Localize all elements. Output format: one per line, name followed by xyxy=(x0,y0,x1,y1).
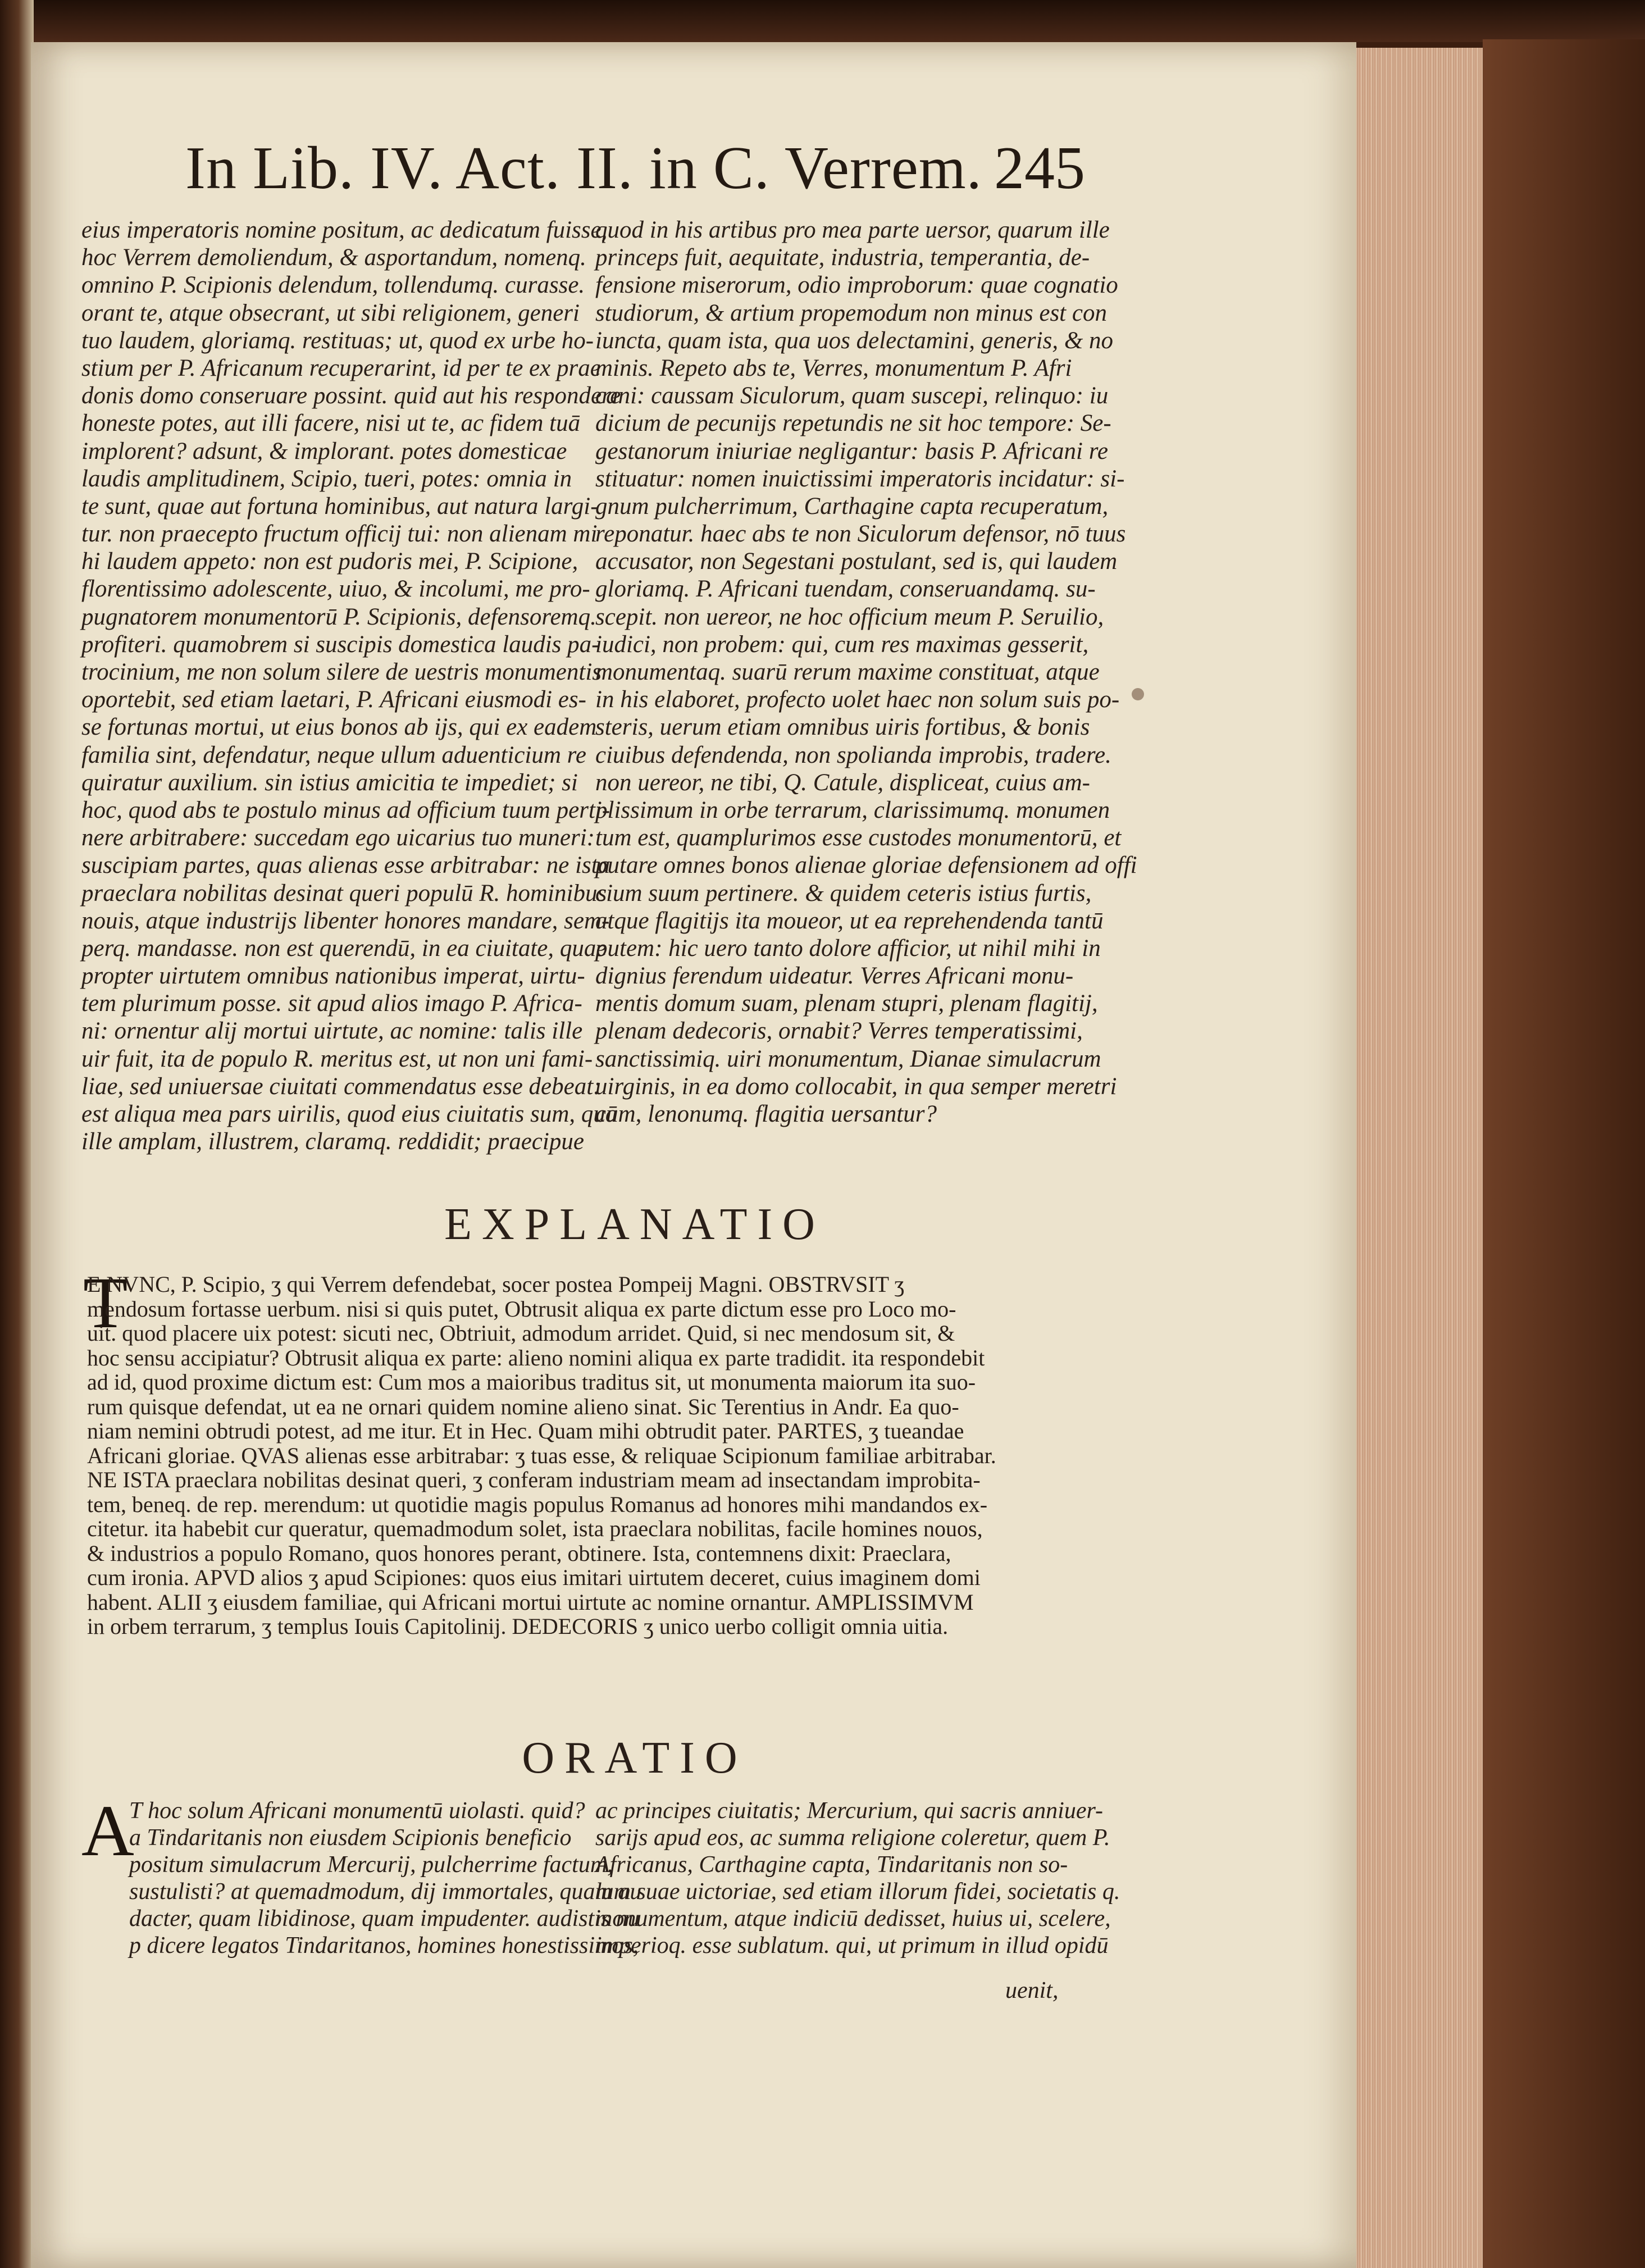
text-line: cium suum pertinere. & quidem ceteris istius furtis, xyxy=(595,880,1092,907)
text-line: familia sint, defendatur, neque ullum aduenticium re xyxy=(81,741,586,768)
text-line: reponatur. haec abs te non Siculorum defensor, nō tuus xyxy=(595,521,1126,548)
text-line: putem: hic uero tanto dolore afficior, ut nihil mihi in xyxy=(595,935,1101,962)
text-line: hi laudem appeto: non est pudoris mei, P. Scipione, xyxy=(81,548,578,575)
text-line: ad id, quod proxime dictum est: Cum mos a maioribus traditus sit, ut monumenta maiorum ita suo- xyxy=(87,1369,976,1395)
text-line: tuo laudem, gloriamq. restituas; ut, quod ex urbe ho- xyxy=(81,327,594,354)
left-column-text xyxy=(81,216,621,1155)
text-line: suscipiam partes, quas alienas esse arbitrabar: ne ista xyxy=(81,852,610,879)
text-line: florentissimo adolescente, uiuo, & incolumi, me pro- xyxy=(81,576,590,603)
page-number: 245 xyxy=(994,135,1085,202)
text-line: sarijs apud eos, ac summa religione coleretur, quem P. xyxy=(595,1825,1110,1851)
right-column-text xyxy=(595,216,1137,1128)
text-line: uir fuit, ita de populo R. meritus est, ut non uni fami- xyxy=(81,1045,593,1072)
text-line: citetur. ita habebit cur queratur, quemadmodum solet, ista praeclara nobilitas, facile homines nouos, xyxy=(87,1516,983,1541)
text-line: orant te, atque obsecrant, ut sibi religionem, generi xyxy=(81,299,580,326)
text-line: quod in his artibus pro mea parte uersor, quarum ille xyxy=(595,217,1110,243)
text-line: se fortunas mortui, ut eius bonos ab ijs, qui ex eadem xyxy=(81,714,597,741)
text-line: dacter, quam libidinose, quam impudenter. audistis nu xyxy=(129,1906,640,1932)
text-line: Africani gloriae. QVAS alienas esse arbitrabar: ʒ tuas esse, & reliquae Scipionum familiae arbitrabar. xyxy=(87,1442,996,1468)
text-line: praeclara nobilitas desinat queri populū R. hominibus xyxy=(81,880,607,907)
heading-explanatio: EXPLANATIO xyxy=(444,1200,825,1249)
text-line: stium per P. Africanum recuperarint, id per te ex prae xyxy=(81,354,601,381)
heading-oratio: ORATIO xyxy=(522,1733,748,1783)
text-line: putare omnes bonos alienae gloriae defensionem ad offi xyxy=(595,852,1137,879)
text-line: te sunt, quae aut fortuna hominibus, aut natura largi- xyxy=(81,493,599,520)
text-line: cum ironia. APVD alios ʒ apud Scipiones: quos eius imitari uirtutem deceret, cuius imaginem domi xyxy=(87,1565,981,1590)
text-line: sustulisti? at quemadmodum, dij immortales, quam au xyxy=(129,1879,642,1905)
book-cover-right xyxy=(1483,39,1645,2268)
text-line: princeps fuit, aequitate, industria, temperantia, de- xyxy=(595,244,1090,271)
text-line: implorent? adsunt, & implorant. potes domesticae xyxy=(81,438,567,464)
text-line: ni: ornentur alij mortui uirtute, ac nomine: talis ille xyxy=(81,1018,583,1045)
text-line: hoc, quod abs te postulo minus ad officium tuum perti- xyxy=(81,796,610,823)
text-line: pugnatorem monumentorū P. Scipionis, defensoremq. xyxy=(81,603,596,630)
running-head-title: In Lib. IV. Act. II. in C. Verrem. xyxy=(185,135,982,202)
oratio-right-column xyxy=(595,1797,1120,1959)
text-line: honeste potes, aut illi facere, nisi ut te, ac fidem tuā xyxy=(81,410,581,437)
text-line: omnino P. Scipionis delendum, tollendumq. curasse. xyxy=(81,272,585,299)
text-line: ciuibus defendenda, non spolianda improbis, tradere. xyxy=(595,741,1111,768)
text-line: rum quisque defendat, ut ea ne ornari quidem nomine alieno sinat. Sic Terentius in Andr. Ea quo- xyxy=(87,1393,959,1419)
text-line: studiorum, & artium propemodum non minus est con xyxy=(595,299,1107,326)
text-line: gestanorum iniuriae negligantur: basis P. Africani re xyxy=(595,438,1108,464)
text-line: fensione miserorum, odio improborum: quae cognatio xyxy=(595,272,1118,299)
text-line: mendosum fortasse uerbum. nisi si quis putet, Obtrusit aliqua ex parte dictum esse pro Loco mo- xyxy=(87,1296,956,1322)
text-line: habent. ALII ʒ eiusdem familiae, qui Africani mortui uirtute ac nomine ornantur. AMPLISSIMVM xyxy=(87,1589,974,1615)
text-line: Africanus, Carthagine capta, Tindaritanis non so- xyxy=(595,1852,1068,1878)
text-line: a Tindaritanis non eiusdem Scipionis beneficio xyxy=(129,1825,572,1851)
text-line: E NVNC, P. Scipio, ʒ qui Verrem defendebat, socer postea Pompeij Magni. OBSTRVSIT ʒ xyxy=(87,1272,905,1297)
text-line: niam nemini obtrudi potest, ad me itur. Et in Hec. Quam mihi obtrudit pater. PARTES, ʒ tueandae xyxy=(87,1418,964,1443)
text-line: gnum pulcherrimum, Carthagine capta recuperatum, xyxy=(595,493,1109,520)
text-line: donis domo conseruare possint. quid aut his respondere xyxy=(81,382,621,409)
text-line: lum suae uictoriae, sed etiam illorum fidei, societatis q. xyxy=(595,1879,1120,1905)
running-head xyxy=(185,132,1084,205)
text-line: ac principes ciuitatis; Mercurium, qui sacris anniuer- xyxy=(595,1798,1103,1824)
text-line: nouis, atque industrijs libenter honores mandare, sem- xyxy=(81,907,610,934)
text-line: ille amplam, illustrem, claramq. reddidit; praecipue xyxy=(81,1128,584,1155)
explanatio-text xyxy=(87,1272,1115,1639)
text-line: est aliqua mea pars uirilis, quod eius ciuitatis sum, quā xyxy=(81,1101,618,1127)
text-line: & industrios a populo Romano, quos honores perant, obtinere. Ista, contemnens dixit: Praeclara, xyxy=(87,1540,951,1566)
text-line: monumentum, atque indiciū dedisset, huius ui, scelere, xyxy=(595,1906,1111,1932)
page-stack-edge xyxy=(1348,48,1483,2268)
oratio-left-column xyxy=(129,1797,642,1959)
text-line: accusator, non Segestani postulant, sed is, qui laudem xyxy=(595,548,1118,575)
text-line: laudis amplitudinem, Scipio, tueri, potes: omnia in xyxy=(81,465,572,492)
text-line: imperioq. esse sublatum. qui, ut primum in illud opidū xyxy=(595,1933,1109,1959)
text-line: p dicere legatos Tindaritanos, homines honestissimos, xyxy=(129,1933,639,1959)
text-line: liae, sed uniuersae ciuitati commendatus esse debeat: xyxy=(81,1073,602,1100)
text-line: sanctissimiq. uiri monumentum, Dianae simulacrum xyxy=(595,1045,1101,1072)
ink-spot xyxy=(1132,688,1144,700)
text-line: hoc Verrem demoliendum, & asportandum, nomenq. xyxy=(81,244,586,271)
text-line: hoc sensu accipiatur? Obtrusit aliqua ex parte: alieno nomini aliqua ex parte tradidit. ita respondebit xyxy=(87,1345,985,1370)
text-line: trocinium, me non solum silere de uestris monumentis xyxy=(81,659,602,685)
text-line: plenam dedecoris, ornabit? Verres temperatissimi, xyxy=(595,1018,1083,1045)
text-line: positum simulacrum Mercurij, pulcherrime factum, xyxy=(129,1852,613,1878)
text-line: in orbem terrarum, ʒ templus Iouis Capitolinij. DEDECORIS ʒ unico uerbo colligit omnia uitia. xyxy=(87,1614,949,1639)
text-line: non uereor, ne tibi, Q. Catule, displiceat, cuius am- xyxy=(595,769,1090,796)
text-line: tum est, quamplurimos esse custodes monumentorū, et xyxy=(595,825,1122,851)
text-line: scepit. non uereor, ne hoc officium meum P. Seruilio, xyxy=(595,603,1104,630)
text-line: mentis domum suam, plenam stupri, plenam flagitij, xyxy=(595,990,1098,1017)
text-line: atque flagitijs ita moueor, ut ea reprehendenda tantū xyxy=(595,907,1104,934)
text-line: steris, uerum etiam omnibus uiris fortibus, & bonis xyxy=(595,714,1090,741)
text-line: propter uirtutem omnibus nationibus imperat, uirtu- xyxy=(81,963,585,990)
text-line: dignius ferendum uideatur. Verres Africani monu- xyxy=(595,963,1074,990)
text-line: nere arbitrabere: succedam ego uicarius tuo muneri: xyxy=(81,825,595,851)
text-line: NE ISTA praeclara nobilitas desinat queri, ʒ conferam industriam meam ad insectandam improbita- xyxy=(87,1467,981,1492)
text-line: stituatur: nomen inuictissimi imperatoris incidatur: si- xyxy=(595,465,1125,492)
catchword: uenit, xyxy=(1005,1978,1059,2003)
text-line: in his elaboret, profecto uolet haec non solum suis po- xyxy=(595,686,1120,713)
text-line: minis. Repeto abs te, Verres, monumentum P. Afri xyxy=(595,354,1072,381)
text-line: gloriamq. P. Africani tuendam, conseruandamq. su- xyxy=(595,576,1096,603)
text-line: T hoc solum Africani monumentū uiolasti. quid? xyxy=(129,1798,585,1824)
text-line: iudici, non probem: qui, cum res maximas gesserit, xyxy=(595,631,1089,658)
text-line: uit. quod placere uix potest: sicuti nec, Obtriuit, admodum arridet. Quid, si nec mendosum sit, & xyxy=(87,1320,955,1346)
text-line: plissimum in orbe terrarum, clarissimumq. monumen xyxy=(595,796,1110,823)
text-line: iuncta, quam ista, qua uos delectamini, generis, & no xyxy=(595,327,1114,354)
text-line: tur. non praecepto fructum officij tui: non alienam mi xyxy=(81,521,598,548)
dropcap-oratio: A xyxy=(81,1791,134,1871)
text-line: tem, beneq. de rep. merendum: ut quotidie magis populus Romanus ad honores mihi mandandos ex- xyxy=(87,1491,988,1517)
text-line: uirginis, in ea domo collocabit, in qua semper meretri xyxy=(595,1073,1117,1100)
text-line: cani: caussam Siculorum, quam suscepi, relinquo: iu xyxy=(595,382,1109,409)
text-line: dicium de pecunijs repetundis ne sit hoc tempore: Se- xyxy=(595,410,1111,437)
text-line: monumentaq. suarū rerum maxime constituat, atque xyxy=(595,659,1100,685)
text-line: profiteri. quamobrem si suscipis domestica laudis pa- xyxy=(81,631,600,658)
text-line: cum, lenonumq. flagitia uersantur? xyxy=(595,1101,937,1127)
text-line: oportebit, sed etiam laetari, P. Africani eiusmodi es- xyxy=(81,686,586,713)
facing-page-edge xyxy=(0,0,34,2268)
dropcap-explanatio: T xyxy=(83,1263,128,1344)
text-line: quiratur auxilium. sin istius amicitia te impediet; si xyxy=(81,769,578,796)
text-line: perq. mandasse. non est querendū, in ea ciuitate, quae xyxy=(81,935,607,962)
book-cover-top xyxy=(0,0,1645,42)
text-line: eius imperatoris nomine positum, ac dedicatum fuisse, xyxy=(81,217,608,243)
text-line: tem plurimum posse. sit apud alios imago P. Africa- xyxy=(81,990,582,1017)
